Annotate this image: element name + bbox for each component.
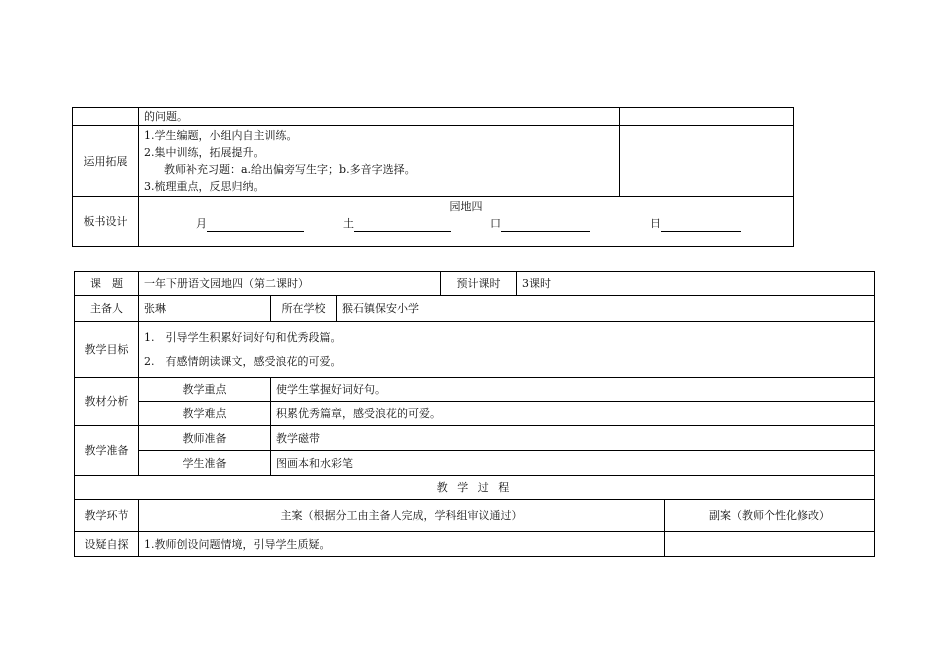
board-char-3: 口 — [490, 215, 650, 232]
board-char-2: 土 — [343, 215, 490, 232]
board-characters — [144, 215, 788, 232]
preparer-value: 张琳 — [139, 296, 271, 322]
extension-line-1: 1.学生编题，小组内自主训练。 — [144, 129, 298, 142]
main-plan-label: 主案（根据分工由主备人完成，学科组审议通过） — [139, 500, 665, 532]
extension-line-4: 3.梳理重点，反思归纳。 — [144, 180, 265, 193]
stage-label: 教学环节 — [75, 500, 139, 532]
inquiry-content: 1.教师创设问题情境，引导学生质疑。 — [139, 532, 665, 557]
goal-2: 2. 有感情朗读课文，感受浪花的可爱。 — [144, 354, 342, 368]
extension-label: 运用拓展 — [73, 126, 139, 197]
extension-line-2: 2.集中训练，拓展提升。 — [144, 146, 265, 159]
inquiry-side-cell — [665, 532, 875, 557]
board-design-content — [139, 197, 794, 247]
extension-side-cell — [620, 126, 794, 197]
hours-value: 3课时 — [517, 272, 875, 296]
sub-plan-label: 副案（教师个性化修改） — [665, 500, 875, 532]
goal-1: 1. 引导学生积累好词好句和优秀段篇。 — [144, 330, 342, 344]
inquiry-label: 设疑自探 — [75, 532, 139, 557]
school-value: 猴石镇保安小学 — [337, 296, 875, 322]
student-prep-value: 图画本和水彩笔 — [271, 451, 875, 476]
teacher-prep-label: 教师准备 — [139, 426, 271, 451]
empty-label-cell — [73, 108, 139, 126]
key-point-value: 使学生掌握好词好句。 — [271, 378, 875, 402]
continued-text: 的问题。 — [139, 108, 620, 126]
school-label: 所在学校 — [271, 296, 337, 322]
goals-label: 教学目标 — [75, 322, 139, 378]
topic-value: 一年下册语文园地四（第二课时） — [139, 272, 441, 296]
hours-label: 预计课时 — [441, 272, 517, 296]
lesson-table-continued — [72, 107, 794, 247]
lesson-plan-table — [74, 271, 875, 557]
board-char-4: 日 — [650, 215, 741, 232]
process-title: 教 学 过 程 — [75, 476, 875, 500]
key-point-label: 教学重点 — [139, 378, 271, 402]
extension-content — [139, 126, 620, 197]
topic-label: 课 题 — [75, 272, 139, 296]
teacher-prep-value: 教学磁带 — [271, 426, 875, 451]
board-char-1: 月 — [196, 215, 343, 232]
analysis-label: 教材分析 — [75, 378, 139, 426]
student-prep-label: 学生准备 — [139, 451, 271, 476]
preparer-label: 主备人 — [75, 296, 139, 322]
goals-content — [139, 322, 875, 378]
prep-label: 教学准备 — [75, 426, 139, 476]
extension-line-3: 教师补充习题：a.给出偏旁写生字；b.多音字选择。 — [164, 163, 416, 176]
difficulty-label: 教学难点 — [139, 402, 271, 426]
board-title: 园地四 — [449, 200, 483, 213]
difficulty-value: 积累优秀篇章，感受浪花的可爱。 — [271, 402, 875, 426]
empty-side-cell — [620, 108, 794, 126]
board-design-label: 板书设计 — [73, 197, 139, 247]
